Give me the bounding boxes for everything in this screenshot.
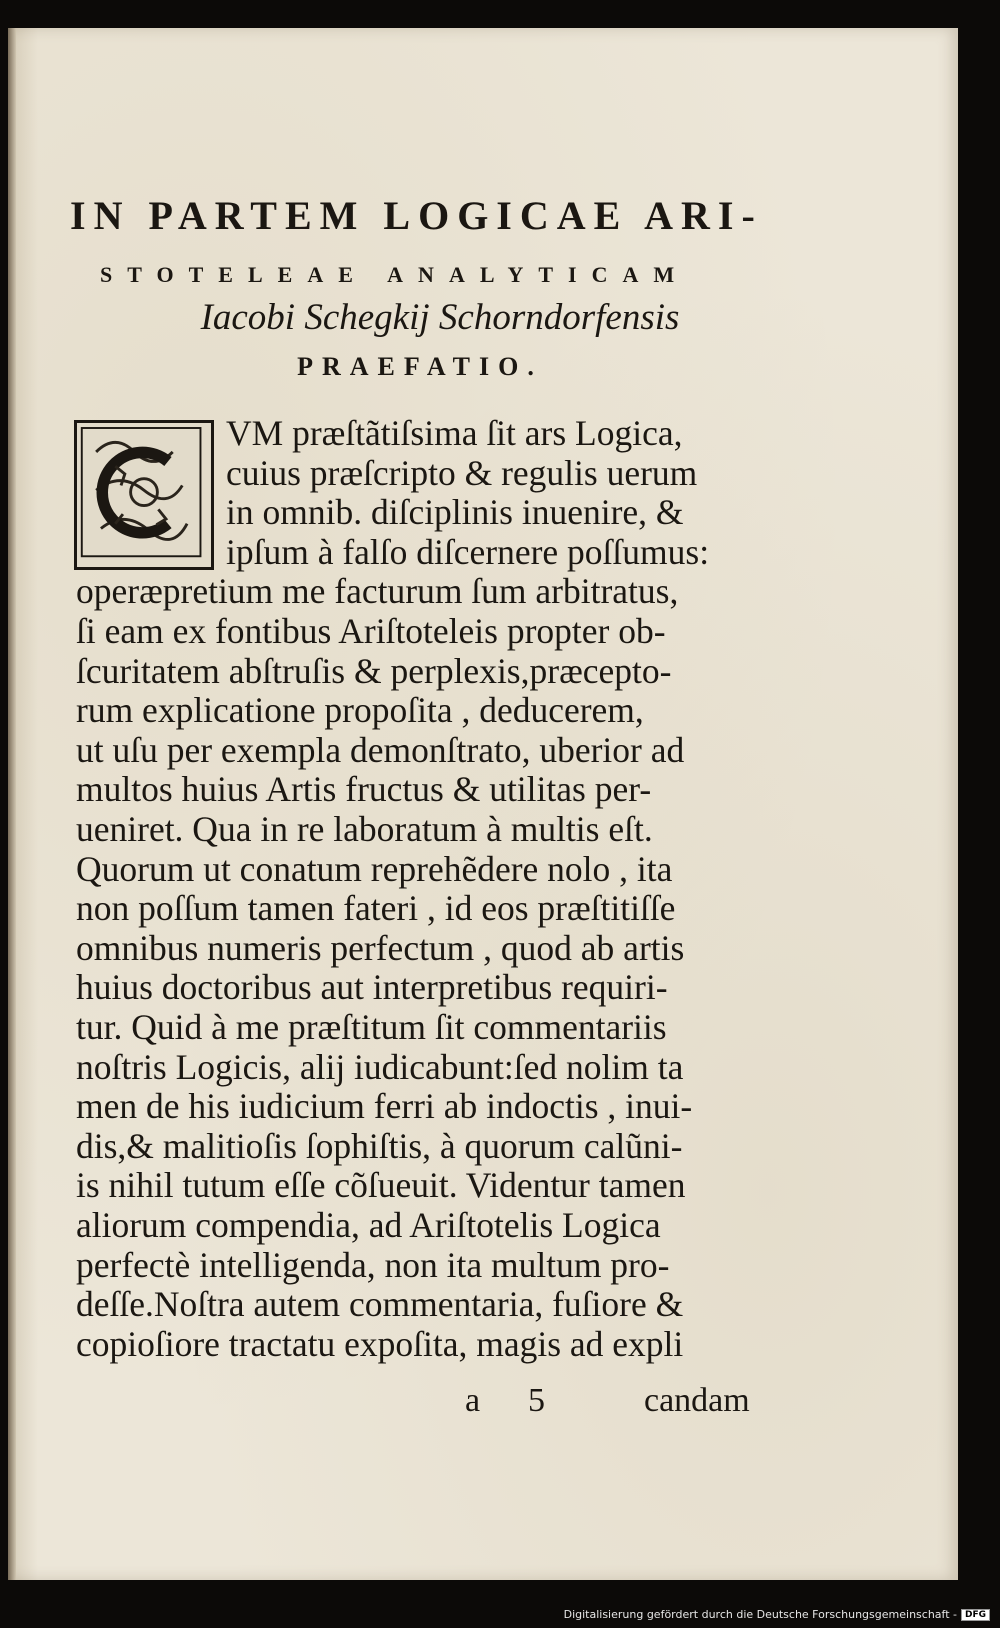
text-line: dis,& malitioſis ſophiſtis, à quorum calũni- [76, 1125, 683, 1166]
signature-number: 5 [528, 1382, 545, 1419]
text-line: cuius præſcripto & regulis uerum [226, 452, 698, 493]
ornament-initial-icon [77, 423, 211, 567]
text-line: ipſum à falſo diſcernere poſſumus: [226, 531, 710, 572]
text-line: ſi eam ex fontibus Ariſtoteleis propter ob- [76, 611, 666, 651]
text-line: ut uſu per exempla demonſtrato, uberior ad [76, 729, 685, 770]
text-line: rum explicatione propoſita , deducerem, [76, 690, 644, 731]
text-line: omnibus numeris perfectum , quod ab artis [76, 927, 685, 968]
text-line: Quorum ut conatum reprehẽdere nolo , ita [76, 848, 673, 889]
signature-mark: a [465, 1382, 481, 1419]
text-line: VM præſtãtiſsima ſit ars Logica, [226, 413, 683, 453]
heading-line-2: STOTELEAE ANALYTICAM [100, 262, 690, 287]
text-line: copioſiore tractatu expoſita, magis ad expli [76, 1323, 684, 1364]
author-line: Iacobi Schegkij Schorndorfensis [200, 297, 680, 338]
text-line: aliorum compendia, ad Ariſtotelis Logica [76, 1205, 661, 1245]
text-line: ueniret. Qua in re laboratum à multis eſt. [76, 809, 653, 849]
credit-text: Digitalisierung gefördert durch die Deutsche Forschungsgemeinschaft - [563, 1608, 957, 1621]
text-line: operæpretium me facturum ſum arbitratus, [76, 571, 679, 612]
decorated-initial [74, 420, 214, 570]
text-line: in omnib. diſciplinis inuenire, & [226, 492, 684, 533]
heading-line-1: IN PARTEM LOGICAE ARI- [70, 193, 763, 238]
text-line: is nihil tutum eſſe cõſueuit. Videntur tamen [76, 1165, 686, 1206]
text-line: perfectè intelligenda, non ita multum pro- [76, 1244, 670, 1285]
catchword: candam [644, 1382, 750, 1419]
text-line: men de his iudicium ferri ab indoctis , inui- [76, 1086, 693, 1127]
digitization-credit [564, 1608, 990, 1621]
text-line: non poſſum tamen fateri , id eos præſtitiſſe [76, 888, 676, 929]
text-line: deſſe.Noſtra autem commentaria, fuſiore & [76, 1284, 684, 1325]
section-label: PRAEFATIO. [297, 352, 543, 381]
text-line: multos huius Artis fructus & utilitas per- [76, 769, 652, 810]
text-line: ſcuritatem abſtruſis & perplexis,præcepto- [76, 650, 672, 691]
dfg-logo: DFG [961, 1609, 990, 1621]
text-line: tur. Quid à me præſtitum ſit commentariis [76, 1007, 667, 1047]
text-line: huius doctoribus aut interpretibus requiri- [76, 967, 668, 1008]
text-line: noſtris Logicis, alij iudicabunt:ſed nolim ta [76, 1046, 684, 1087]
page-edge [8, 28, 16, 1580]
